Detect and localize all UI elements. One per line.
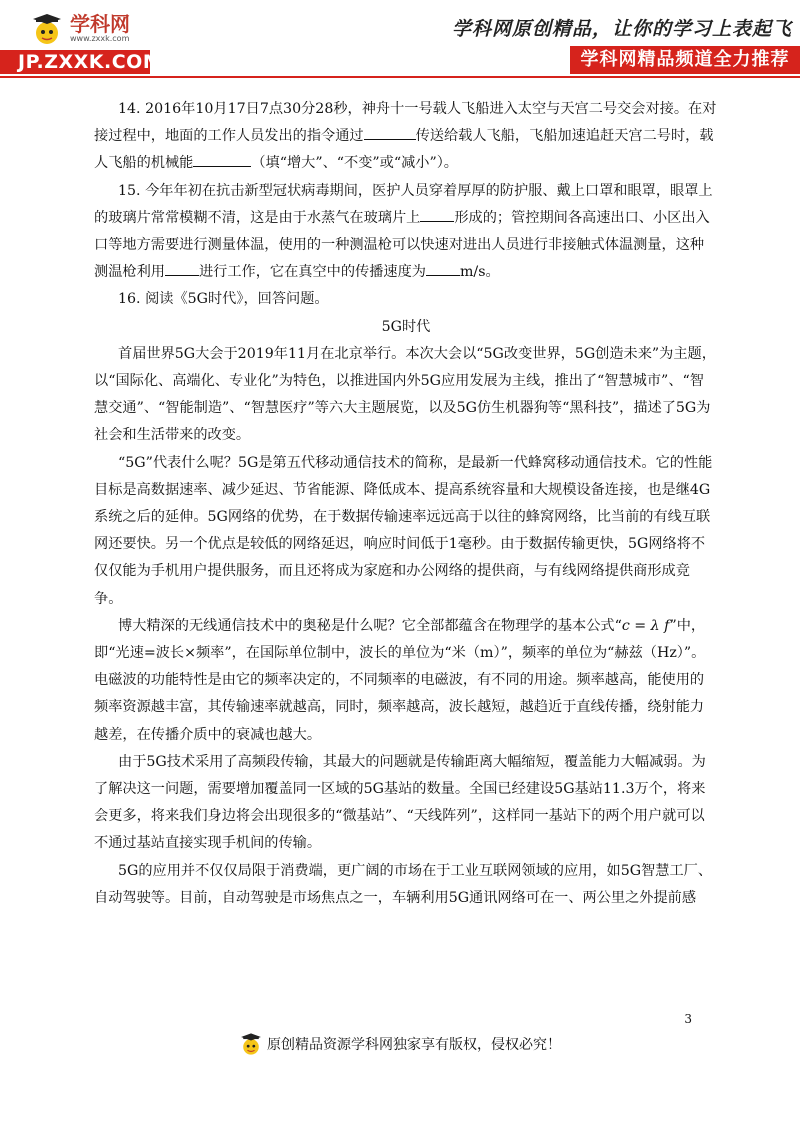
mascot-icon [30,12,64,46]
question-15 [94,178,718,287]
physics-formula: c = λ f [621,617,670,634]
logo-url: www.zxxk.com [70,34,130,43]
copyright-notice: 原创精品资源学科网独家享有版权，侵权必究！ [267,1037,561,1053]
logo-text: 学科网 [70,12,130,36]
answer-blank [165,261,199,276]
article-paragraph-5: 5G的应用并不仅仅局限于消费端，更广阔的市场在于工业互联网领域的应用，如5G智慧工厂、自动驾驶等。目前，自动驾驶是市场焦点之一，车辆利用5G通讯网络可在一、两公里之外提前感 [94,862,713,906]
q14-text-c: （填“增大”、“不变”或“减小”）。 [251,155,458,172]
q15-text-d: m/s。 [459,264,500,281]
header-slogan: 学科网原创精品，让你的学习上表起飞 [451,18,792,40]
mascot-icon [239,1031,263,1057]
header-divider [0,76,800,78]
q15-text-b: 形成的；管控期间各高速出口、小区出入口等地方需要进行测量体温，使用的一种测温枪可以快速对进出人员进行非接触式体温测量，这种测温枪利用 [94,209,710,281]
answer-blank [193,152,251,167]
article-title: 5G时代 [381,318,431,335]
page-number: 3 [684,1012,692,1026]
page-footer [0,1024,800,1064]
question-14 [94,96,718,178]
page-header [0,0,800,80]
question-16: 16. 阅读《5G时代》，回答问题。 [118,291,329,308]
document-body [94,96,718,912]
site-logo[interactable] [30,12,130,46]
article-paragraph-1: 首届世界5G大会于2019年11月在北京举行。本次大会以“5G改变世界，5G创造未来”为主题，以“国际化、高端化、专业化”为特色，以推进国内外5G应用发展为主线，推出了“智慧城市”、“智慧交通”、“智能制造”、“智慧医疗”等六大主题展览，以及5G仿生机器狗等“黑科技”，描述了5G为社会和生活带来的改变。 [94,345,716,444]
q14-text-b: 传送给载人飞船，飞船加速追赶天宫二号时，载人飞船的机械能 [94,128,714,172]
p3-text-b: ”中，即“光速=波长×频率”，在国际单位制中，波长的单位为“米（m）”，频率的单位为“赫兹（Hz）”。电磁波的功能特性是由它的频率决定的，不同频率的电磁波，有不同的用途。频率越高，能使用的频率资源越丰富，其传输速率就越高，同时，频率越高，波长越短，越趋近于直线传播，绕射能力越差，在传播介质中的衰减也越大。 [94,617,706,743]
answer-blank [426,261,460,276]
site-domain-band[interactable]: JP.ZXXK.COM [0,50,150,74]
q15-text-a: 15. 今年年初在抗击新型冠状病毒期间，医护人员穿着厚厚的防护服、戴上口罩和眼罩，眼罩上的玻璃片常常模糊不清，这是由于水蒸气在玻璃片上 [94,182,713,226]
answer-blank [420,207,454,222]
article-paragraph-2: “5G”代表什么呢？5G是第五代移动通信技术的简称，是最新一代蜂窝移动通信技术。它的性能目标是高数据速率、减少延迟、节省能源、降低成本、提高系统容量和大规模设备连接，也是继4G系统之后的延伸。5G网络的优势，在于数据传输速率远远高于以往的蜂窝网络，比当前的有线互联网还要快。另一个优点是较低的网络延迟，响应时间低于1毫秒。由于数据传输更快，5G网络将不仅仅能为手机用户提供服务，而且还将成为家庭和办公网络的提供商，与有线网络提供商形成竞争。 [94,454,713,607]
answer-blank [364,125,416,140]
promo-banner: 学科网精品频道全力推荐 [570,46,800,74]
q15-text-c: 进行工作，它在真空中的传播速度为 [198,264,426,281]
article-paragraph-4: 由于5G技术采用了高频段传输，其最大的问题就是传输距离大幅缩短，覆盖能力大幅减弱。为了解决这一问题，需要增加覆盖同一区域的5G基站的数量。全国已经建设5G基站11.3万个，将来会更多，将来我们身边将会出现很多的“微基站”、“天线阵列”，这样同一基站下的两个用户就可以不通过基站直接实现手机间的传输。 [94,753,706,852]
article-paragraph-3 [94,613,718,749]
p3-text-a: 博大精深的无线通信技术中的奥秘是什么呢？它全部都蕴含在物理学的基本公式“ [118,617,622,634]
q14-text-a: 14. 2016年10月17日7点30分28秒，神舟十一号载人飞船进入太空与天宫二号交会对接。在对接过程中，地面的工作人员发出的指令通过 [94,101,717,145]
